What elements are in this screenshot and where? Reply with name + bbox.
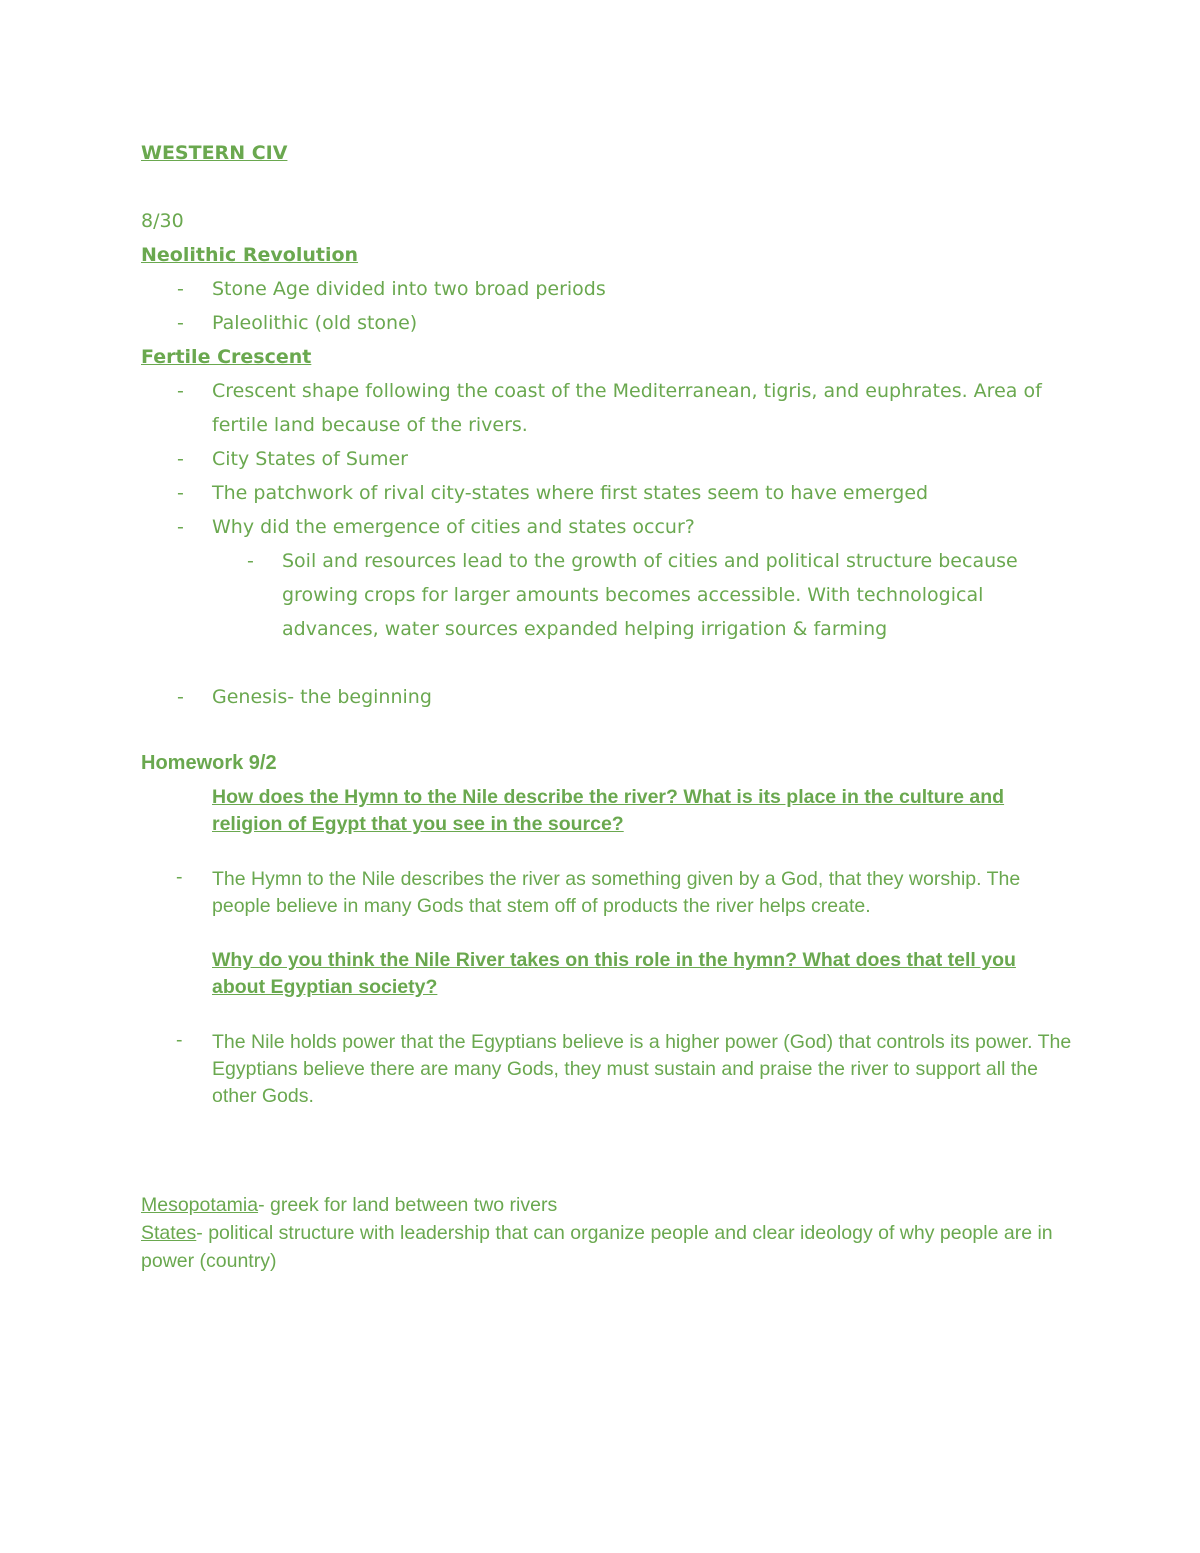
bullet-dash: - bbox=[177, 482, 184, 504]
term-definition-states: - political structure with leadership that can organize people and clear ideology of why people are in power (country) bbox=[141, 1222, 1053, 1272]
term-states bbox=[141, 1219, 1071, 1275]
bullet-dash: - bbox=[177, 278, 184, 300]
bullet-dash: - bbox=[177, 312, 184, 334]
bullet-why-emergence: Why did the emergence of cities and states occur? bbox=[212, 516, 695, 538]
bullet-crescent-shape-line2: fertile land because of the rivers. bbox=[212, 414, 528, 436]
sub-bullet-soil-line1: Soil and resources lead to the growth of cities and political structure because bbox=[282, 550, 1018, 572]
bullet-dash: - bbox=[177, 448, 184, 470]
bullet-patchwork: The patchwork of rival city-states where first states seem to have emerged bbox=[212, 482, 929, 504]
sub-bullet-dash: - bbox=[247, 550, 254, 572]
homework-answer-2: The Nile holds power that the Egyptians believe is a higher power (God) that controls its power. The Egyptians believe there are many Gods, they must sustain and praise the river to support all the other Gods. bbox=[212, 1031, 1072, 1107]
bullet-dash: - bbox=[176, 1029, 183, 1051]
term-label-states: States bbox=[141, 1222, 197, 1244]
bullet-genesis: Genesis- the beginning bbox=[212, 686, 432, 708]
bullet-city-states: City States of Sumer bbox=[212, 448, 408, 470]
bullet-crescent-shape-line1: Crescent shape following the coast of the Mediterranean, tigris, and euphrates. Area of bbox=[212, 380, 1042, 402]
sub-bullet-soil-line2: growing crops for larger amounts becomes accessible. With technological bbox=[282, 584, 984, 606]
homework-question-1: How does the Hymn to the Nile describe the river? What is its place in the culture and religion of Egypt that you see in the source? bbox=[212, 786, 1005, 835]
term-label-mesopotamia: Mesopotamia bbox=[141, 1194, 259, 1216]
bullet-dash: - bbox=[177, 686, 184, 708]
bullet-stone-age: Stone Age divided into two broad periods bbox=[212, 278, 606, 300]
bullet-dash: - bbox=[176, 866, 183, 888]
bullet-paleolithic: Paleolithic (old stone) bbox=[212, 312, 418, 334]
homework-answer-1: The Hymn to the Nile describes the river as something given by a God, that they worship. The people believe in many Gods that stem off of products the river helps create. bbox=[212, 868, 1021, 917]
homework-heading: Homework 9/2 bbox=[141, 752, 277, 774]
document-title: WESTERN CIV bbox=[141, 142, 288, 164]
bullet-dash: - bbox=[177, 516, 184, 538]
sub-bullet-soil-line3: advances, water sources expanded helping irrigation & farming bbox=[282, 618, 888, 640]
heading-fertile-crescent: Fertile Crescent bbox=[141, 346, 312, 368]
homework-question-2: Why do you think the Nile River takes on this role in the hymn? What does that tell you about Egyptian society? bbox=[212, 949, 1016, 998]
bullet-dash: - bbox=[177, 380, 184, 402]
term-mesopotamia bbox=[141, 1191, 1071, 1219]
lecture-date: 8/30 bbox=[141, 210, 184, 232]
heading-neolithic-revolution: Neolithic Revolution bbox=[141, 244, 359, 266]
term-definition-mesopotamia: - greek for land between two rivers bbox=[258, 1194, 558, 1216]
